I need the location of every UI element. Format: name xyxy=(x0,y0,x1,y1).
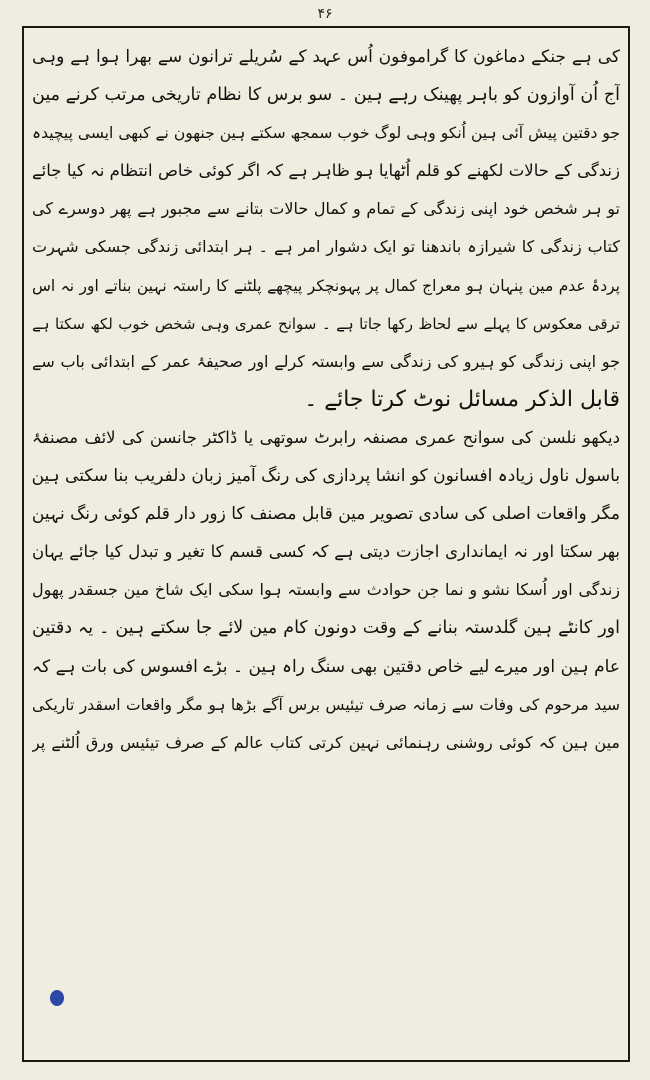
text-line: تو ہر شخص خود اپنی زندگی کے تمام و کمال حالات بتانے سے مجبور ہے پھر دوسرے کی xyxy=(32,199,620,219)
text-line: ترقی معکوس کا پہلے سے لحاظ رکھا جاتا ہے ۔ سوانح عمری وہی شخص خوب لکھ سکتا ہے xyxy=(32,314,620,333)
page-number: ۴۶ xyxy=(317,6,333,22)
text-line: پردۂ عدم مین پنہان ہو معراج کمال پر پہونچکر پیچھے پلٹنے کا راستہ نہین بناتے اور نہ اس xyxy=(32,276,620,295)
text-line: کتاب زندگی کا شیرازہ باندھنا تو ایک دشوار امر ہے ۔ ہر ابتدائی زندگی جسکی شہرت xyxy=(32,237,620,257)
text-line: جو اپنی زندگی کو ہیرو کی زندگی سے وابستہ کرلے اور صحیفۂ عمر کے ابتدائی باب سے xyxy=(32,351,620,371)
body-text xyxy=(32,38,620,1050)
text-line: بھر سکتا اور نہ ایمانداری اجازت دیتی ہے کہ کسی قسم کا تغیر و تبدل کیا جائے یہان xyxy=(32,542,620,562)
text-line: اور کانٹے ہین گلدستہ بنانے کے وقت دونون کام مین لائے جا سکتے ہین ۔ یہ دقتین xyxy=(32,618,620,639)
text-line: زندگی کے حالات لکھنے کو قلم اُٹھایا ہو ظاہر ہے کہ اگر کوئی خاص انتظام نہ کیا جائے xyxy=(32,161,620,181)
text-line: زندگی اور اُسکا نشو و نما جن حوادث سے وابستہ ہوا سکی ایک شاخ مین جسقدر پھول xyxy=(32,580,620,600)
text-frame xyxy=(22,26,630,1062)
text-line: عام ہین اور میرے لیے خاص دقتین بھی سنگ راہ ہین ۔ بڑے افسوس کی بات ہے کہ xyxy=(32,656,620,677)
ink-stain xyxy=(50,990,64,1006)
text-line: آج اُن آوازون کو باہر پھینک رہے ہین ۔ سو برس کا نظام تاریخی مرتب کرنے مین xyxy=(32,85,620,106)
text-line-paragraph-end: قابل الذکر مسائل نوٹ کرتا جائے ۔ xyxy=(304,386,620,412)
text-line: مین ہین کہ کوئی روشنی رہنمائی نہین کرتی کتاب عالم کے صرف تیئیس ورق اُلٹنے پر xyxy=(32,732,620,752)
text-line: سید مرحوم کی وفات سے زمانہ صرف تیئیس برس آگے بڑھا ہو مگر واقعات اسقدر تاریکی xyxy=(32,695,620,714)
text-line: مگر واقعات اصلی کی سادی تصویر مین قابل مصنف کا زور دار قلم کوئی رنگ نہین xyxy=(32,504,620,525)
text-line: جو دقتین پیش آئی ہین اُنکو وہی لوگ خوب سمجھ سکتے ہین جنھون نے کبھی ایسی پیچیدہ xyxy=(32,124,620,143)
text-line: کی ہے جنکے دماغون کا گراموفون اُس عہد کے سُریلے ترانون سے بھرا ہوا ہے وہی xyxy=(32,47,620,67)
text-line: باسول ناول زیادہ افسانون کو انشا پردازی کی رنگ آمیز زبان دلفریب بنا سکتی ہین xyxy=(32,466,620,487)
text-line: دیکھو نلسن کی سوانح عمری مصنفہ رابرٹ سوتھی یا ڈاکٹر جانسن کی لائف مصنفۂ xyxy=(32,427,620,447)
